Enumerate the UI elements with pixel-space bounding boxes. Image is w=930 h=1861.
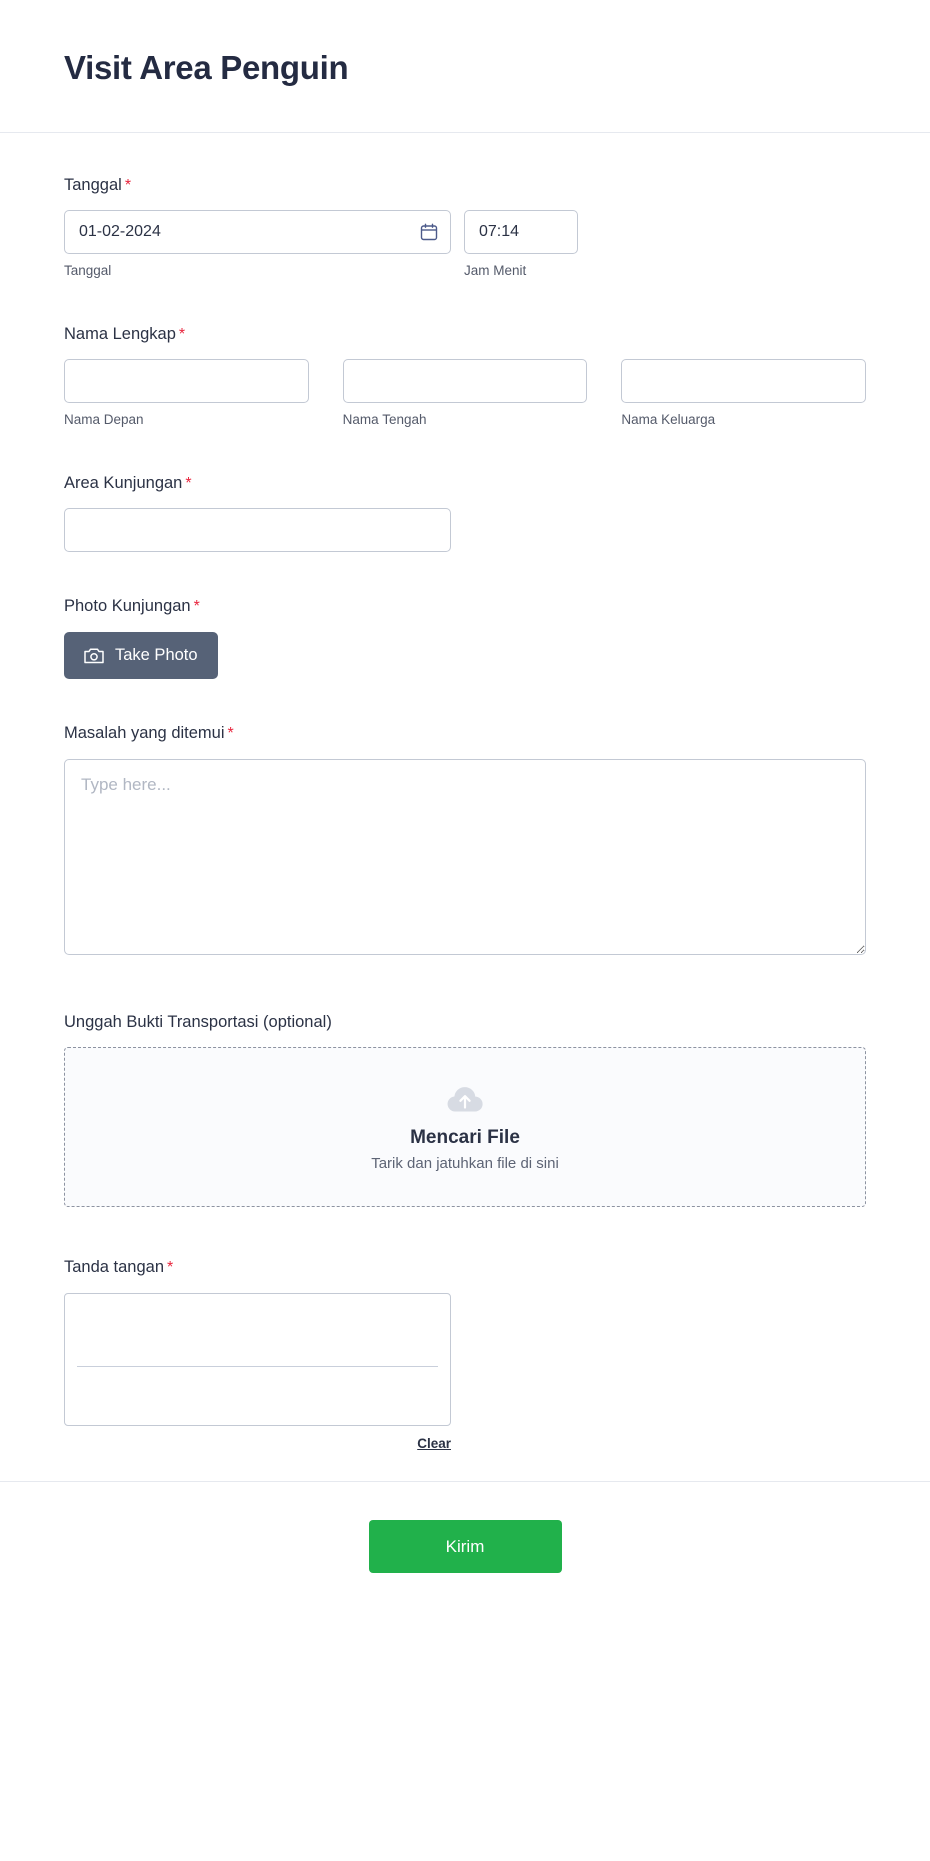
label-text: Photo Kunjungan <box>64 597 191 616</box>
form-footer <box>0 1481 930 1619</box>
time-input[interactable] <box>464 210 578 254</box>
label-text: Masalah yang ditemui <box>64 724 225 743</box>
field-label-nama-lengkap <box>64 324 866 346</box>
signature-pad[interactable] <box>64 1293 451 1426</box>
last-name-input[interactable] <box>621 359 866 403</box>
date-col <box>64 210 451 279</box>
label-text: Tanda tangan <box>64 1258 165 1277</box>
field-masalah <box>64 723 866 960</box>
time-sublabel: Jam Menit <box>464 263 527 279</box>
required-marker: * <box>193 598 200 616</box>
field-area-kunjungan <box>64 473 866 553</box>
nama-keluarga-col <box>621 359 866 428</box>
date-input-wrap <box>64 210 451 254</box>
take-photo-label: Take Photo <box>115 646 198 665</box>
required-marker: * <box>167 1259 174 1277</box>
form-header <box>0 0 930 133</box>
required-marker: * <box>227 725 234 743</box>
nama-depan-col <box>64 359 309 428</box>
form-body <box>0 133 930 1452</box>
nama-row <box>64 359 866 428</box>
field-tanggal <box>64 175 866 280</box>
dropzone-title: Mencari File <box>410 1126 520 1148</box>
submit-button[interactable]: Kirim <box>369 1520 562 1573</box>
label-text: Nama Lengkap <box>64 324 176 343</box>
masalah-textarea[interactable] <box>64 759 866 955</box>
field-label-area-kunjungan <box>64 473 866 495</box>
first-name-sublabel: Nama Depan <box>64 412 144 428</box>
field-nama-lengkap <box>64 324 866 429</box>
upload-cloud-icon <box>444 1083 486 1117</box>
field-label-tanda-tangan <box>64 1257 866 1279</box>
date-sublabel: Tanggal <box>64 263 112 279</box>
camera-icon <box>84 647 104 664</box>
first-name-input[interactable] <box>64 359 309 403</box>
required-marker: * <box>178 325 186 343</box>
time-col <box>464 210 578 279</box>
middle-name-sublabel: Nama Tengah <box>342 412 427 428</box>
signature-baseline <box>77 1366 438 1367</box>
label-text: Area Kunjungan <box>64 473 183 492</box>
tanggal-row <box>64 210 866 279</box>
field-label-unggah <box>64 1012 866 1033</box>
date-input[interactable] <box>64 210 451 254</box>
required-marker: * <box>185 474 192 492</box>
middle-name-input[interactable] <box>343 359 588 403</box>
page-title: Visit Area Penguin <box>64 49 349 86</box>
field-label-masalah <box>64 723 866 745</box>
take-photo-button[interactable] <box>64 632 218 679</box>
nama-tengah-col <box>343 359 588 428</box>
required-marker: * <box>124 176 132 194</box>
field-tanda-tangan <box>64 1257 866 1451</box>
signature-wrap <box>64 1293 451 1451</box>
field-label-tanggal <box>64 175 866 197</box>
dropzone-subtitle: Tarik dan jatuhkan file di sini <box>371 1154 559 1172</box>
last-name-sublabel: Nama Keluarga <box>621 412 716 428</box>
label-text: Tanggal <box>64 175 122 194</box>
signature-clear-button[interactable]: Clear <box>417 1436 451 1452</box>
area-kunjungan-input[interactable] <box>64 508 451 552</box>
label-text: Unggah Bukti Transportasi (optional) <box>64 1012 332 1031</box>
file-dropzone[interactable] <box>64 1047 866 1207</box>
field-unggah <box>64 1012 866 1207</box>
field-label-photo-kunjungan <box>64 596 866 618</box>
field-photo-kunjungan <box>64 596 866 679</box>
